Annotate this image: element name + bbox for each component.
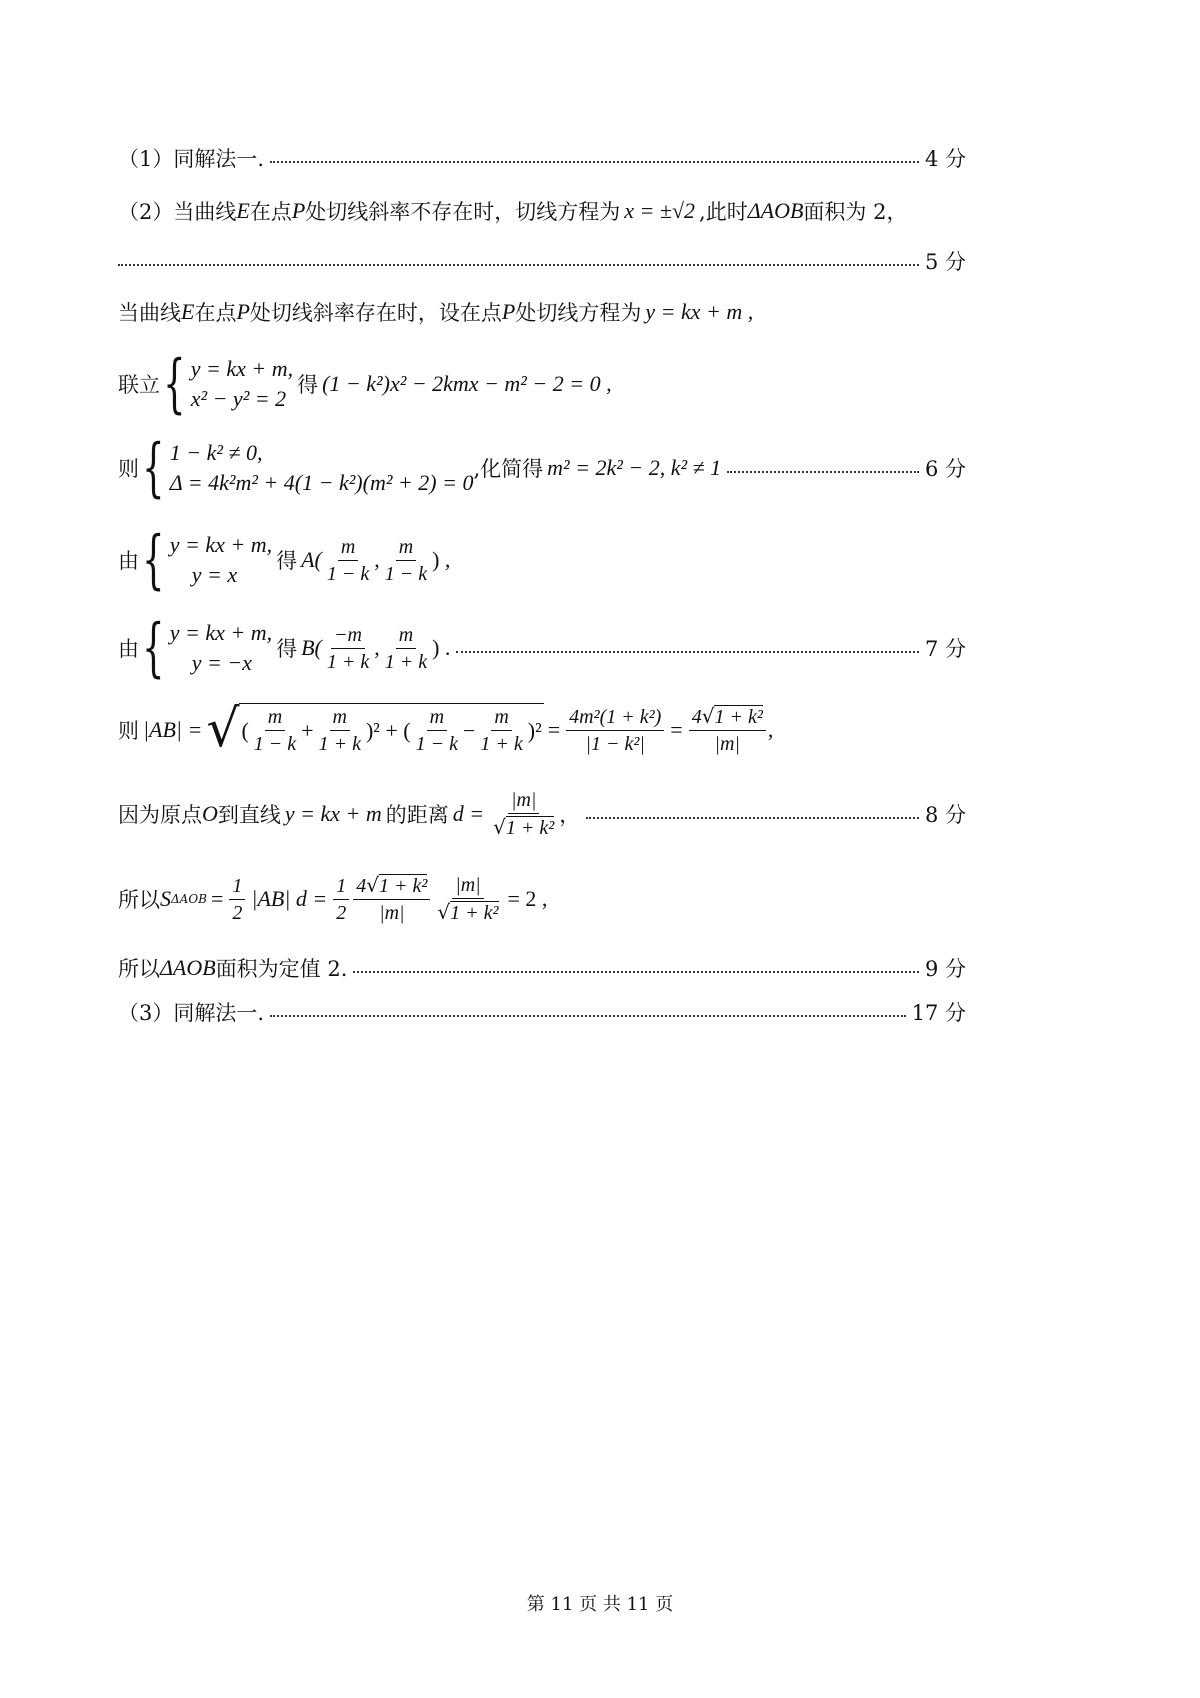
ab-length: |AB| = [143,717,203,742]
slope-exists-line [118,297,966,327]
dot-leader [353,971,919,973]
triangle-aob: ΔAOB [160,955,216,980]
point-A-line [118,523,966,597]
fraction [434,872,501,926]
text: 联立 [118,373,160,397]
var-P: P [501,299,516,324]
text: ， [559,803,581,827]
brace-icon: { [142,611,165,685]
numerator: m [396,534,416,561]
numerator: 1 [229,873,245,900]
denominator: |m| [714,733,740,755]
fraction [689,703,766,757]
equation-system [191,354,293,414]
part-1-text: （1）同解法一. [118,147,265,171]
radicand [239,703,543,757]
text: 则 [118,457,139,481]
ab-length-line [118,699,966,759]
operator: = [547,717,561,742]
denominator: 1 + k [326,650,370,673]
answer-part-2-intro [118,196,966,226]
denominator: 1 − k [253,733,297,755]
fraction [316,704,364,757]
paren: )² + ( [365,717,411,743]
equation: x² − y² = 2 [190,386,287,411]
numerator: 4m²(1 + k²) [566,704,664,731]
fraction [490,787,557,841]
fraction [251,704,299,757]
quadratic-equation: (1 − k²)x² − 2kmx − m² − 2 = 0 , [322,371,612,396]
numerator: |m| [452,872,483,899]
paren: ( [241,717,249,743]
numerator: m [330,704,350,731]
area-line [118,872,966,926]
dot-leader [270,1015,906,1017]
numerator: m [265,704,285,731]
distance-line [118,787,966,841]
sqrt-expression [206,699,543,759]
numerator: m [427,704,447,731]
text: 在点 [194,301,237,325]
text: , [767,717,774,742]
text: 由 [118,549,139,573]
text: ) , [432,547,451,572]
fraction [229,873,245,926]
radical-icon: √ [206,699,240,759]
equation: y = kx + m, [169,620,273,645]
denominator: 2 [232,901,243,924]
coefficient: 4 [691,706,702,728]
text: 得 [297,373,319,397]
radicand: 1 + k² [714,706,763,728]
fraction [324,534,372,587]
denominator: 1 + k [318,733,361,755]
text: ) . [432,635,451,660]
score-17: 17 分 [911,1001,966,1025]
numerator: m [396,622,416,649]
fraction [382,534,430,587]
area-symbol: S [160,886,171,911]
text: 处切线斜率不存在时，切线方程为 [305,200,621,224]
equation: y = −x [191,650,252,675]
var-P: P [291,198,306,223]
fraction [566,704,664,757]
area-constant-line [118,953,966,983]
dot-leader [586,817,919,819]
operator: = [211,886,224,911]
text: 处切线斜率存在时，设在点 [249,301,502,325]
numerator: m [338,534,358,561]
score-9: 9 分 [924,957,966,981]
fraction [353,872,430,926]
equation-system [170,438,474,498]
area-subscript: ΔAOB [171,892,207,906]
text: 当曲线 [118,301,181,325]
var-E: E [236,198,250,223]
denominator: √1 + k² [437,900,499,924]
coefficient: 4 [356,875,367,897]
text: ,此时 [699,200,748,224]
numerator: −m [331,622,365,649]
fraction [324,622,372,675]
line-equation: y = kx + m [284,801,382,826]
numerator: |m| [508,787,539,814]
var-O: O [202,801,218,826]
comma: , [374,635,380,660]
brace-icon: { [142,523,165,597]
fraction [477,704,525,757]
denominator: |1 − k²| [585,732,645,755]
dot-leader [727,471,919,473]
point-A: A( [301,547,322,572]
tangent-equation: y = kx + m , [645,299,754,324]
paren: )² [527,717,542,743]
fraction [382,622,430,675]
answer-part-3 [118,997,966,1027]
radicand: 1 + k² [379,875,428,897]
denominator: 1 − k [326,562,370,585]
text: = 2 , [507,886,548,911]
numerator: 4√1 + k² [689,703,766,731]
point-B-line [118,611,966,685]
equation-system [170,530,272,590]
operator: + [301,717,314,743]
dot-leader [118,264,919,266]
page-footer: 第 11 页 共 11 页 [526,1594,674,1615]
triangle-aob: ΔAOB [747,198,804,223]
text: 在点 [249,200,292,224]
denominator: √1 + k² [493,815,555,839]
denominator: 1 + k [480,733,523,755]
radicand: 1 + k² [450,902,499,924]
score-line-5 [118,246,966,276]
dot-leader [456,651,919,653]
denominator: |m| [379,902,405,924]
text: 因为原点 [118,803,202,827]
brace-icon: { [163,347,186,421]
tangent-equation: x = ±√2 [624,198,696,223]
equation-system [170,618,272,678]
denominator: 1 − k [415,733,458,755]
equation: Δ = 4k²m² + 4(1 − k²)(m² + 2) = 0 [169,470,474,495]
var-E: E [181,299,195,324]
text: 得 [276,549,298,573]
numerator: m [491,704,511,731]
comma: , [374,547,380,572]
operator: − [463,717,476,743]
equation: 1 − k² ≠ 0, [169,440,263,465]
text: 面积为定值 2. [215,957,348,981]
text: （2）当曲线 [118,200,237,224]
equation: y = kx + m, [169,532,273,557]
point-B: B( [301,635,322,660]
ab-times-d: |AB| d = [251,886,328,911]
part-3-text: （3）同解法一. [118,1001,265,1025]
discriminant-line [118,431,966,505]
denominator: 2 [336,901,347,924]
numerator: 1 [333,873,349,900]
dot-leader [270,161,919,163]
score-7: 7 分 [924,637,966,661]
brace-icon: { [142,431,165,505]
fraction [413,704,461,757]
radicand: 1 + k² [505,817,555,839]
text: 面积为 2， [803,200,908,224]
system-hyperbola [118,347,966,421]
denominator: 1 + k [384,650,428,673]
answer-part-1 [118,143,966,173]
var-P: P [236,299,250,324]
text: 所以 [118,957,160,981]
score-5: 5 分 [924,250,966,274]
text: 得 [276,637,298,661]
numerator: 4√1 + k² [353,872,430,900]
text: 的距离 [385,803,449,827]
fraction [333,873,349,926]
equation: y = kx + m, [190,356,294,381]
denominator: 1 − k [384,562,428,585]
text: 所以 [118,888,160,912]
distance-d: d = [452,801,485,826]
text: 处切线方程为 [515,301,642,325]
simplified-equation: m² = 2k² − 2, k² ≠ 1 [547,455,722,480]
text: 由 [118,637,139,661]
operator: = [670,717,683,742]
score-6: 6 分 [924,457,966,481]
score-4: 4 分 [924,147,966,171]
equation: y = x [191,562,238,587]
score-8: 8 分 [924,803,966,827]
text: 则 [118,719,139,743]
text: ,化简得 [473,457,544,481]
text: 到直线 [217,803,281,827]
